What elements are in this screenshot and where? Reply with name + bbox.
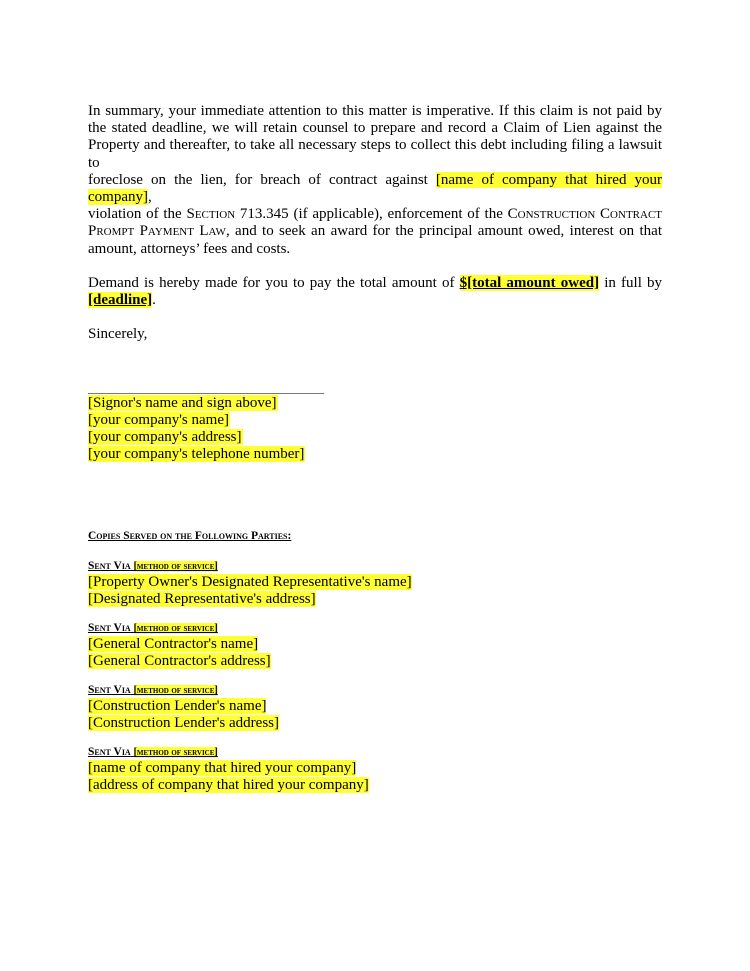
demand-line-2 xyxy=(88,292,662,309)
method-of-service-placeholder: [method of service] xyxy=(133,561,218,573)
signature-line xyxy=(88,393,324,394)
party-address: [General Contractor's address] xyxy=(88,652,271,669)
party-block-construction-lender xyxy=(88,683,662,731)
method-of-service-placeholder: [method of service] xyxy=(133,747,218,759)
summary-line-4-comma: , xyxy=(147,189,152,206)
party-name: [name of company that hired your company] xyxy=(88,760,357,777)
party-block-owner-rep xyxy=(88,559,662,607)
section-label: Section xyxy=(186,206,236,223)
sent-via-label xyxy=(88,745,662,760)
demand-line-1 xyxy=(88,275,662,292)
summary-line-5 xyxy=(88,206,662,223)
construction-contract-label: Construction Contract xyxy=(507,206,662,223)
method-of-service-placeholder: [method of service] xyxy=(133,623,218,635)
copies-served-heading: Copies Served on the Following Parties: xyxy=(88,530,292,543)
summary-line-4 xyxy=(88,172,662,206)
party-name: [Property Owner's Designated Representative's name] xyxy=(88,574,412,591)
company-phone-placeholder: [your company's telephone number] xyxy=(88,446,305,463)
sent-via-label xyxy=(88,683,662,698)
party-address: [Designated Representative's address] xyxy=(88,590,316,607)
total-amount-placeholder: $[total amount owed] xyxy=(459,274,600,291)
letter-body xyxy=(88,103,662,793)
summary-line-6-text: , and to seek an award for the principal amount owed, interest on that xyxy=(225,223,662,240)
sent-via-label xyxy=(88,559,662,574)
prompt-payment-law-label: Prompt Payment Law xyxy=(88,223,226,240)
summary-line-2: the stated deadline, we will retain counsel to prepare and record a Claim of Lien against the xyxy=(88,120,662,137)
summary-line-6 xyxy=(88,223,662,240)
sent-via-text: Sent Via xyxy=(88,560,131,573)
summary-line-3: Property and thereafter, to take all necessary steps to collect this debt including filing a lawsuit to xyxy=(88,137,662,171)
method-of-service-placeholder: [method of service] xyxy=(133,685,218,697)
party-block-general-contractor xyxy=(88,621,662,669)
company-address-placeholder: [your company's address] xyxy=(88,429,242,446)
summary-line-4-text: foreclose on the lien, for breach of contract against xyxy=(88,171,436,188)
demand-period: . xyxy=(152,292,156,309)
party-block-hiring-company xyxy=(88,745,662,793)
summary-paragraph xyxy=(88,103,662,258)
demand-paragraph xyxy=(88,275,662,309)
summary-line-7: amount, attorneys’ fees and costs. xyxy=(88,240,291,257)
sent-via-text: Sent Via xyxy=(88,622,131,635)
company-name-placeholder: [your company's name] xyxy=(88,412,229,429)
signor-name-placeholder: [Signor's name and sign above] xyxy=(88,395,277,412)
sent-via-label xyxy=(88,621,662,636)
sent-via-text: Sent Via xyxy=(88,746,131,759)
demand-mid: in full by xyxy=(599,274,663,291)
party-name: [General Contractor's name] xyxy=(88,636,259,653)
sent-via-text: Sent Via xyxy=(88,684,131,697)
summary-line-5-mid: 713.345 (if applicable), enforcement of the xyxy=(235,206,508,223)
closing: Sincerely, xyxy=(88,326,148,343)
demand-text: Demand is hereby made for you to pay the total amount of xyxy=(88,274,460,291)
party-address: [address of company that hired your company] xyxy=(88,776,369,793)
hired-company-placeholder: [name of company that hired your company] xyxy=(88,171,663,206)
signature-block xyxy=(88,395,662,463)
party-name: [Construction Lender's name] xyxy=(88,698,267,715)
summary-line-5-text: violation of the xyxy=(88,206,187,223)
party-address: [Construction Lender's address] xyxy=(88,714,279,731)
summary-line-1: In summary, your immediate attention to this matter is imperative. If this claim is not paid by xyxy=(88,103,662,119)
deadline-placeholder: [deadline] xyxy=(88,292,153,309)
